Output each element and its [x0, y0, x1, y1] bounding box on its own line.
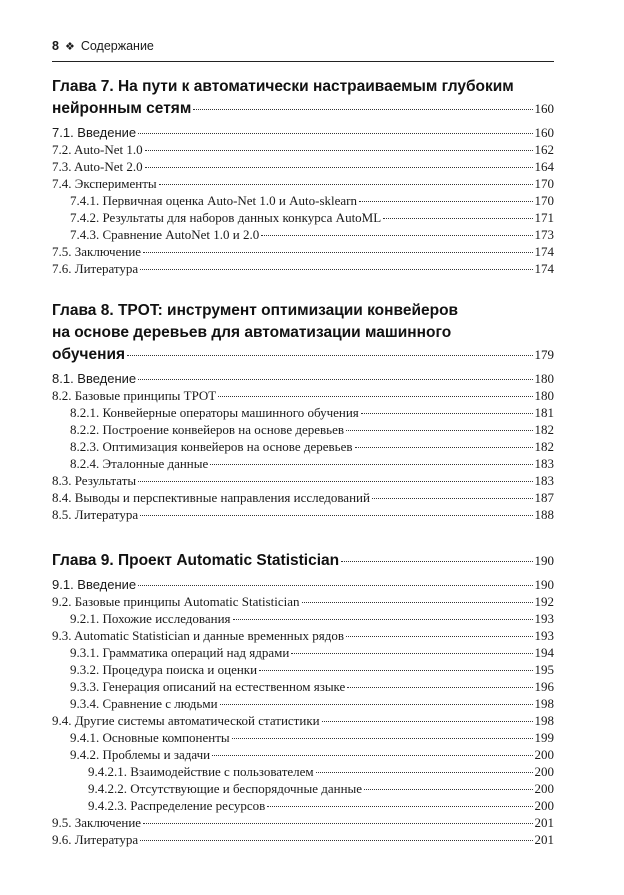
toc-entry[interactable]: [52, 489, 554, 506]
leader-dots: [138, 133, 532, 134]
entry-page: 164: [534, 159, 554, 174]
entry-title: 8.2. Базовые принципы TPOT: [52, 388, 217, 403]
leader-dots: [291, 653, 532, 654]
entry-page: 183: [534, 456, 554, 471]
leader-dots: [127, 355, 532, 356]
toc-entry[interactable]: [52, 712, 554, 729]
header-rule: [52, 61, 554, 62]
entry-page: 193: [534, 611, 554, 626]
entry-title: 9.6. Литература: [52, 832, 139, 847]
entry-page: 170: [534, 193, 554, 208]
entry-title: 9.1. Введение: [52, 577, 137, 592]
toc-entry[interactable]: [52, 831, 554, 848]
leader-dots: [193, 109, 532, 110]
entry-page: 180: [534, 388, 554, 403]
toc-entry[interactable]: [52, 192, 554, 209]
page-number: 8: [52, 39, 59, 53]
toc-entry[interactable]: [52, 780, 554, 797]
toc-entry[interactable]: [52, 404, 554, 421]
entry-page: 181: [534, 405, 554, 420]
entry-title: 8.3. Результаты: [52, 473, 137, 488]
entry-page: 174: [534, 261, 554, 276]
toc-entry[interactable]: [52, 729, 554, 746]
entry-page: 187: [534, 490, 554, 505]
entry-page: 190: [534, 577, 554, 592]
toc-entry[interactable]: [52, 610, 554, 627]
entry-page: 182: [534, 422, 554, 437]
entry-title: 9.3. Automatic Statistician и данные временных рядов: [52, 628, 344, 643]
entry-page: 198: [534, 713, 554, 728]
leader-dots: [346, 430, 533, 431]
entry-page: 160: [534, 125, 554, 140]
leader-dots: [218, 396, 532, 397]
entry-page: 192: [534, 594, 554, 609]
entry-title: 7.4.3. Сравнение AutoNet 1.0 и 2.0: [70, 227, 260, 242]
leader-dots: [138, 379, 532, 380]
leader-dots: [322, 721, 533, 722]
running-header: [52, 39, 554, 53]
toc-entry[interactable]: [52, 661, 554, 678]
entry-title: 9.3.1. Грамматика операций над ядрами: [70, 645, 290, 660]
toc-entry[interactable]: [52, 158, 554, 175]
leader-dots: [138, 481, 532, 482]
entry-title: 8.2.2. Построение конвейеров на основе деревьев: [70, 422, 344, 437]
entry-title: 8.4. Выводы и перспективные направления исследований: [52, 490, 370, 505]
leader-dots: [302, 602, 533, 603]
entry-page: 198: [534, 696, 554, 711]
entry-title: 7.4.1. Первичная оценка Auto-Net 1.0 и Auto-sklearn: [70, 193, 357, 208]
toc-entry[interactable]: [52, 438, 554, 455]
entry-title: 7.1. Введение: [52, 125, 137, 140]
entry-title: 9.2.1. Похожие исследования: [70, 611, 231, 626]
leader-dots: [210, 464, 532, 465]
entry-title: 9.5. Заключение: [52, 815, 142, 830]
leader-dots: [145, 167, 533, 168]
toc-entry[interactable]: [52, 627, 554, 644]
toc-entry[interactable]: [52, 506, 554, 523]
entry-page: 200: [534, 764, 554, 779]
entry-page: 183: [534, 473, 554, 488]
toc-entry[interactable]: [52, 576, 554, 593]
entry-page: 195: [534, 662, 554, 677]
toc-entry[interactable]: [52, 387, 554, 404]
entry-page: 200: [534, 798, 554, 813]
entry-title: 8.5. Литература: [52, 507, 139, 522]
toc-entry[interactable]: [52, 695, 554, 712]
entry-page: 196: [534, 679, 554, 694]
chapter-title-line: обучения: [52, 346, 126, 363]
chapter-page: 160: [534, 101, 554, 116]
chapter-title-line: Глава 9. Проект Automatic Statistician: [52, 552, 340, 569]
leader-dots: [212, 755, 532, 756]
entry-title: 9.3.3. Генерация описаний на естественном языке: [70, 679, 346, 694]
entry-title: 7.3. Auto-Net 2.0: [52, 159, 143, 174]
leader-dots: [316, 772, 533, 773]
entry-list: [52, 124, 554, 277]
entry-title: 9.4.1. Основные компоненты: [70, 730, 230, 745]
entry-title: 7.6. Литература: [52, 261, 139, 276]
entry-page: 162: [534, 142, 554, 157]
entry-page: 180: [534, 371, 554, 386]
leader-dots: [346, 636, 533, 637]
toc-entry[interactable]: [52, 455, 554, 472]
chapter-title: [52, 300, 554, 366]
leader-dots: [361, 413, 533, 414]
leader-dots: [383, 218, 532, 219]
leader-dots: [143, 823, 532, 824]
entry-title: 9.4. Другие системы автоматической статистики: [52, 713, 320, 728]
entry-page: 201: [534, 832, 554, 847]
entry-page: 182: [534, 439, 554, 454]
entry-page: 188: [534, 507, 554, 522]
diamond-icon: ❖: [64, 41, 75, 53]
entry-page: 200: [534, 781, 554, 796]
chapter-page: 179: [534, 347, 554, 362]
entry-page: 173: [534, 227, 554, 242]
entry-page: 199: [534, 730, 554, 745]
chapter-7: [52, 76, 554, 277]
toc-entry[interactable]: [52, 593, 554, 610]
chapter-title-line: Глава 8. TPOT: инструмент оптимизации конвейеров: [52, 302, 459, 319]
leader-dots: [143, 252, 532, 253]
chapter-8: [52, 300, 554, 523]
toc-entry[interactable]: [52, 763, 554, 780]
leader-dots: [364, 789, 532, 790]
toc-entry[interactable]: [52, 175, 554, 192]
entry-page: 201: [534, 815, 554, 830]
chapter-title-line: нейронным сетям: [52, 100, 192, 117]
leader-dots: [359, 201, 533, 202]
leader-dots: [347, 687, 532, 688]
toc-entry[interactable]: [52, 472, 554, 489]
toc-entry[interactable]: [52, 243, 554, 260]
entry-title: 7.5. Заключение: [52, 244, 142, 259]
header-title: Содержание: [80, 39, 154, 53]
entry-page: 194: [534, 645, 554, 660]
chapter-title: [52, 76, 554, 120]
entry-page: 200: [534, 747, 554, 762]
leader-dots: [232, 738, 533, 739]
leader-dots: [261, 235, 532, 236]
toc-entry[interactable]: [52, 226, 554, 243]
entry-title: 9.4.2.1. Взаимодействие с пользователем: [88, 764, 314, 779]
entry-title: 7.4. Эксперименты: [52, 176, 157, 191]
entry-title: 8.2.3. Оптимизация конвейеров на основе деревьев: [70, 439, 353, 454]
entry-title: 9.4.2.2. Отсутствующие и беспорядочные данные: [88, 781, 363, 796]
leader-dots: [145, 150, 533, 151]
chapter-page: 190: [534, 553, 554, 568]
entry-title: 9.3.2. Процедура поиска и оценки: [70, 662, 258, 677]
leader-dots: [233, 619, 533, 620]
entry-title: 9.2. Базовые принципы Automatic Statistician: [52, 594, 300, 609]
leader-dots: [267, 806, 532, 807]
entry-page: 174: [534, 244, 554, 259]
leader-dots: [355, 447, 533, 448]
toc-entry[interactable]: [52, 141, 554, 158]
entry-page: 193: [534, 628, 554, 643]
leader-dots: [159, 184, 533, 185]
leader-dots: [140, 269, 532, 270]
toc-entry[interactable]: [52, 370, 554, 387]
leader-dots: [220, 704, 533, 705]
entry-list: [52, 370, 554, 523]
entry-title: 8.2.4. Эталонные данные: [70, 456, 209, 471]
toc-entry[interactable]: [52, 814, 554, 831]
toc-entry[interactable]: [52, 644, 554, 661]
toc-entry[interactable]: [52, 797, 554, 814]
entry-title: 9.4.2. Проблемы и задачи: [70, 747, 211, 762]
leader-dots: [140, 515, 532, 516]
leader-dots: [259, 670, 532, 671]
toc-entry[interactable]: [52, 746, 554, 763]
toc-entry[interactable]: [52, 260, 554, 277]
entry-title: 8.2.1. Конвейерные операторы машинного обучения: [70, 405, 359, 420]
leader-dots: [372, 498, 533, 499]
chapter-title: [52, 550, 554, 572]
leader-dots: [341, 561, 532, 562]
entry-page: 170: [534, 176, 554, 191]
entry-title: 7.2. Auto-Net 1.0: [52, 142, 143, 157]
entry-page: 171: [534, 210, 554, 225]
entry-title: 9.3.4. Сравнение с людьми: [70, 696, 218, 711]
leader-dots: [138, 585, 532, 586]
chapter-9: [52, 550, 554, 848]
entry-title: 9.4.2.3. Распределение ресурсов: [88, 798, 266, 813]
entry-title: 7.4.2. Результаты для наборов данных конкурса AutoML: [70, 210, 382, 225]
toc-entry[interactable]: [52, 421, 554, 438]
entry-title: 8.1. Введение: [52, 371, 137, 386]
leader-dots: [140, 840, 532, 841]
toc-entry[interactable]: [52, 209, 554, 226]
chapter-title-line: на основе деревьев для автоматизации машинного: [52, 324, 452, 341]
chapter-title-line: Глава 7. На пути к автоматически настраиваемым глубоким: [52, 78, 514, 95]
toc-entry[interactable]: [52, 124, 554, 141]
toc-entry[interactable]: [52, 678, 554, 695]
entry-list: [52, 576, 554, 848]
